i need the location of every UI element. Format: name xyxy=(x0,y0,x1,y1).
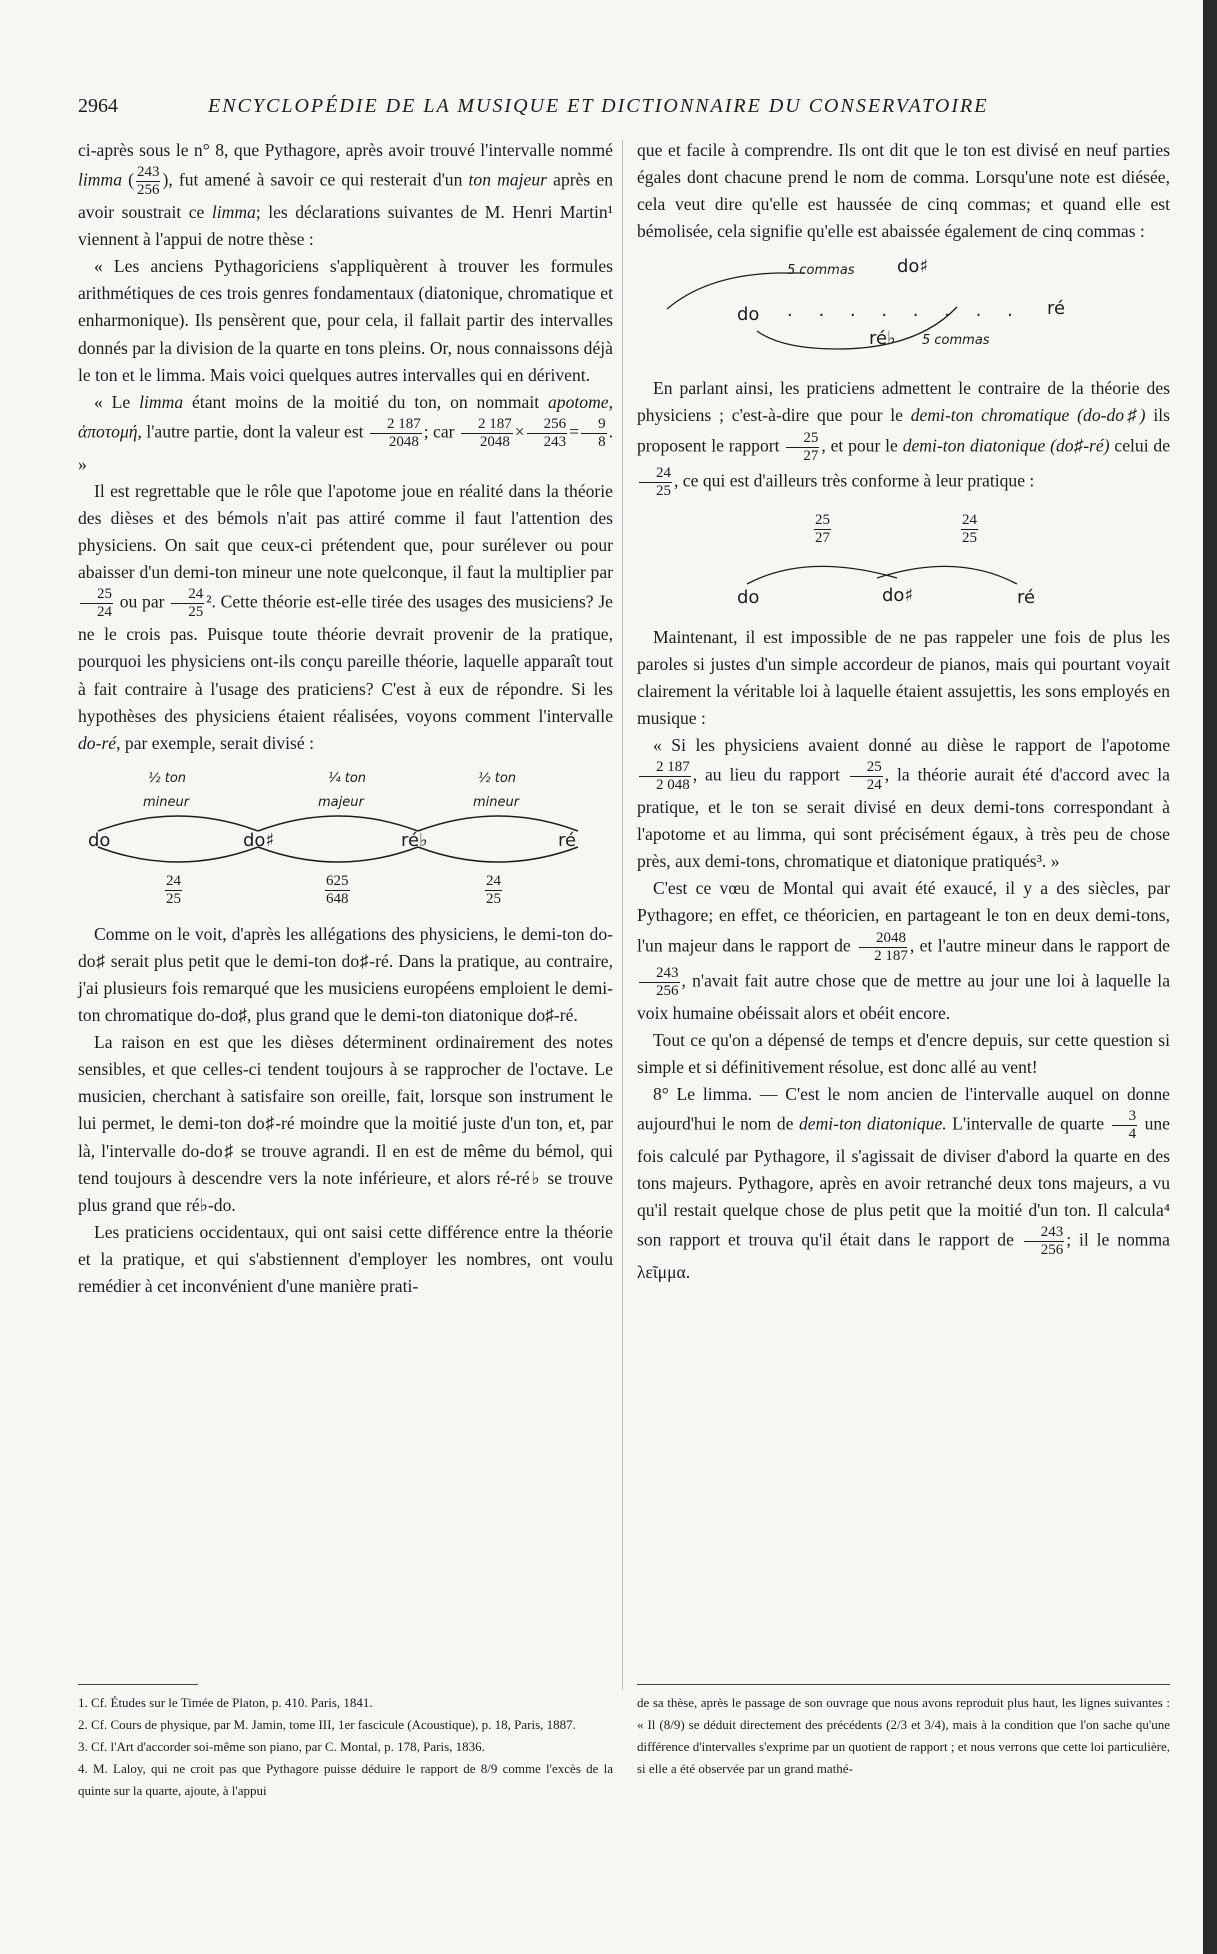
paragraph: Maintenant, il est impossible de ne pas rappeler une fois de plus les paroles si justes d'un simple accordeur de pianos, mais qui pourtant voyait clairement la véritable loi à laquelle étaient assujettis, les sons employés en musique : xyxy=(637,626,1170,728)
footnote: de sa thèse, après le passage de son ouvrage que nous avons reproduit plus haut, les lignes suivantes : « Il (8/9) se déduit directement des précédents (2/3 et 3/4), mais à la condition que l'on sache qu'une différence d'intervalles s'exprime par un quotient de rapport ; et nous verrons que cette loi particulière, si elle a été observée par un grand mathé- xyxy=(637,1695,1170,1776)
fraction: $\frac{2 187}{2 048}$ xyxy=(639,759,691,794)
paragraph: « Les anciens Pythagoriciens s'appliquèrent à trouver les formules arithmétiques de ces trois genres fondamentaux (diatonique, chromatique et enharmonique). Ils pensèrent que, pour cela, il fallait partir des intervalles donnés par la division de la quarte en tons pleins. Or, nous connaissons déjà le ton et le limma. Mais voici quelques autres intervalles qui en dérivent. xyxy=(78,256,613,385)
note-label: do♯ xyxy=(882,584,914,606)
paragraph: 8° Le limma. — C'est le nom ancien de l'intervalle auquel on donne aujourd'hui le nom de demi-ton diatonique. L'intervalle de quarte $\frac{3}{4}$ une fois calculé par Pythagore, il s'agissait de diviser d'abord la quarte en des tons majeurs. Pythagore, après en avoir retranché deux tons majeurs, a vu qu'il restait quelque chose de plus petit que la moitié d'un ton. Il calcula⁴ son rapport et trouva qu'il était dans le rapport de $\frac{243}{256}$ ; il le nomma λεῖμμα. xyxy=(637,1083,1170,1283)
fraction: $\frac{256}{243}$ xyxy=(527,416,568,451)
fraction: $\frac{243}{256}$ xyxy=(639,965,680,1000)
paragraph: Tout ce qu'on a dépensé de temps et d'encre depuis, sur cette question si simple et si définitivement résolue, est donc allé au vent! xyxy=(637,1029,1170,1077)
note-label: ré xyxy=(1017,586,1036,608)
interval-label: ½ ton xyxy=(478,770,517,786)
note-label: ré♭ xyxy=(869,328,896,350)
note-label: do♯ xyxy=(897,256,929,278)
running-title: ENCYCLOPÉDIE DE LA MUSIQUE ET DICTIONNAIRE DU CONSERVATOIRE xyxy=(208,95,989,117)
left-column xyxy=(78,137,613,1300)
interval-quality: majeur xyxy=(318,794,364,810)
fraction: $\frac{24}{25}$ xyxy=(171,586,204,621)
paragraph: Les praticiens occidentaux, qui ont saisi cette différence entre la théorie et la pratique, et qui s'abstiennent d'employer les nombres, ont voulu remédier à cet inconvénient d'une manière prati- xyxy=(78,1221,613,1296)
footnote: 1. Cf. Études sur le Timée de Platon, p. 410. Paris, 1841. xyxy=(78,1695,373,1710)
scan-edge xyxy=(1203,0,1217,1954)
comma-dots: . . . . . . . . xyxy=(787,300,1023,322)
note-label: ré xyxy=(1047,298,1066,320)
paragraph: « Si les physiciens avaient donné au dièse le rapport de l'apotome $\frac{2 187}{2 048}$ , au lieu du rapport $\frac{25}{24}$ , la théorie aurait été d'accord avec la pratique, et le ton se serait divisé en deux demi-tons correspondant à l'apotome et au limma, qui sont précisément égaux, à très peu de chose près, aux demi-tons, chromatique et diatonique pratiqués³. » xyxy=(637,734,1170,872)
note-label: do xyxy=(737,304,760,326)
fraction: $\frac{243}{256}$ xyxy=(1024,1224,1065,1259)
right-column xyxy=(637,137,1170,1286)
fraction: $\frac{25}{24}$ xyxy=(80,586,113,621)
fraction: $\frac{2048}{2 187}$ xyxy=(858,930,908,965)
commas-diagram xyxy=(637,251,1170,369)
paragraph: C'est ce vœu de Montal qui avait été exaucé, il y a des siècles, par Pythagore; en effet, ce théoricien, en partageant le ton en deux demi-tons, l'un majeur dans le rapport de $\frac{2048}{2 187}$ , et l'autre mineur dans le rapport de $\frac{243}{256}$ , n'avait fait autre chose que de mettre au jour une loi à laquelle la voix humaine obéissait alors et obéit encore. xyxy=(637,878,1170,1023)
interval-label: ½ ton xyxy=(148,770,187,786)
footnote: 3. Cf. l'Art d'accorder soi-même son piano, par C. Montal, p. 178, Paris, 1836. xyxy=(78,1739,485,1754)
footnote: 4. M. Laloy, qui ne croit pas que Pythagore puisse déduire le rapport de 8/9 comme l'excès de la quinte sur la quarte, ajoute, à l'appui xyxy=(78,1761,613,1798)
fraction: $\frac{2 187}{2048}$ xyxy=(461,416,513,451)
note-label: do♯ xyxy=(243,829,275,851)
interval-quality: mineur xyxy=(143,794,190,810)
paragraph: La raison en est que les dièses déterminent ordinairement des notes sensibles, et que celles-ci tendent toujours à se rapprocher de l'octave. Le musicien, cherchant à satisfaire son oreille, fait, lorsque son instrument le lui permet, le demi-ton do♯-ré moindre que la moitié juste d'un ton, et, par là, l'intervalle do-do♯ se trouve agrandi. Il en est de même du bémol, qui tend toujours à descendre vers la note inférieure, et alors ré-ré♭ se trouve plus grand que ré♭-do. xyxy=(78,1032,613,1215)
ratio-fraction: 25 27 xyxy=(815,511,830,546)
paragraph: En parlant ainsi, les praticiens admettent le contraire de la théorie des physiciens ; c'est-à-dire que pour le demi-ton chromatique (do-do♯) ils proposent le rapport $\frac{25}{27}$ , et pour le demi-ton diatonique (do♯-ré) celui de $\frac{24}{25}$ , ce qui est d'ailleurs très conforme à leur pratique : xyxy=(637,378,1171,499)
page-number: 2964 xyxy=(78,95,118,117)
paragraph: « Le limma étant moins de la moitié du ton, on nommait apotome, ἀποτομή, l'autre partie, dont la valeur est $\frac{2 187}{2048}$ ; car $\frac{2 187}{2048}$ × $\frac{256}{243}$ = $\frac{9}{8}$ . » xyxy=(78,391,613,474)
note-label: do xyxy=(737,586,760,608)
interval-label: ¼ ton xyxy=(328,770,367,786)
semitone-division-diagram xyxy=(78,765,613,915)
fraction: $\frac{25}{24}$ xyxy=(850,759,883,794)
fraction: $\frac{9}{8}$ xyxy=(581,416,607,451)
footnotes-left xyxy=(78,1692,613,1802)
footnote: 2. Cf. Cours de physique, par M. Jamin, tome III, 1er fascicule (Acoustique), p. 18, Paris, 1887. xyxy=(78,1717,576,1732)
paragraph: Il est regrettable que le rôle que l'apotome joue en réalité dans la théorie des dièses et des bémols n'ait pas attiré comme il faut l'attention des physiciens. On sait que ceux-ci prétendent que, pour surélever ou pour abaisser d'un demi-ton mineur une note quelconque, il faut la multiplier par $\frac{25}{24}$ ou par $\frac{24}{25}$ ². Cette théorie est-elle tirée des usages des musiciens? Je ne le crois pas. Puisque toute théorie devrait provenir de la pratique, pourquoi les physiciens ont-ils conçu pareille théorie, laquelle apparaît tout à fait contraire à l'usage des praticiens? C'est à eux de répondre. Si les hypothèses des physiciens étaient réalisées, voyons comment l'intervalle do-ré, par exemple, serait divisé : xyxy=(78,480,613,753)
ratio-fraction: 625 648 xyxy=(326,872,349,907)
ratio-fraction: 24 25 xyxy=(962,511,977,546)
practitioner-diagram xyxy=(637,506,1170,618)
note-label: ré xyxy=(558,829,577,851)
footnotes-right xyxy=(637,1692,1170,1780)
footnote-rule xyxy=(637,1684,1170,1685)
fraction: $\frac{243}{256}$ xyxy=(136,164,160,199)
fraction: $\frac{25}{27}$ xyxy=(786,430,819,465)
note-label: do xyxy=(88,829,111,851)
running-header xyxy=(78,95,1138,125)
paragraph: que et facile à comprendre. Ils ont dit que le ton est divisé en neuf parties égales dont chacune prend le nom de comma. Lorsqu'une note est diésée, cela veut dire qu'elle est haussée de cinq commas; et quand elle est bémolisée, cela signifie qu'elle est abaissée également de cinq commas : xyxy=(637,140,1170,242)
footnote-rule xyxy=(78,1684,198,1685)
fraction: $\frac{2 187}{2048}$ xyxy=(370,416,422,451)
ratio-fraction: 24 25 xyxy=(166,872,181,907)
interval-quality: mineur xyxy=(473,794,520,810)
ratio-fraction: 24 25 xyxy=(486,872,501,907)
fraction: $\frac{24}{25}$ xyxy=(639,465,672,500)
paragraph: ci-après sous le n° 8, que Pythagore, après avoir trouvé l'intervalle nommé limma ( $\frac{243}{256}$ ), fut amené à savoir ce qui resterait d'un ton majeur après en avoir soustrait ce limma; les déclarations suivantes de M. Henri Martin¹ viennent à l'appui de notre thèse : xyxy=(78,140,613,250)
commas-label: 5 commas xyxy=(787,263,855,279)
commas-label: 5 commas xyxy=(922,333,990,349)
column-divider xyxy=(622,140,623,1690)
fraction: $\frac{3}{4}$ xyxy=(1112,1108,1138,1143)
note-label: ré♭ xyxy=(401,829,428,851)
paragraph: Comme on le voit, d'après les allégations des physiciens, le demi-ton do-do♯ serait plus petit que le demi-ton do♯-ré. Dans la pratique, au contraire, j'ai plusieurs fois remarqué que les musiciens européens emploient le demi-ton chromatique do-do♯, plus grand que le demi-ton diatonique do♯-ré. xyxy=(78,923,613,1026)
